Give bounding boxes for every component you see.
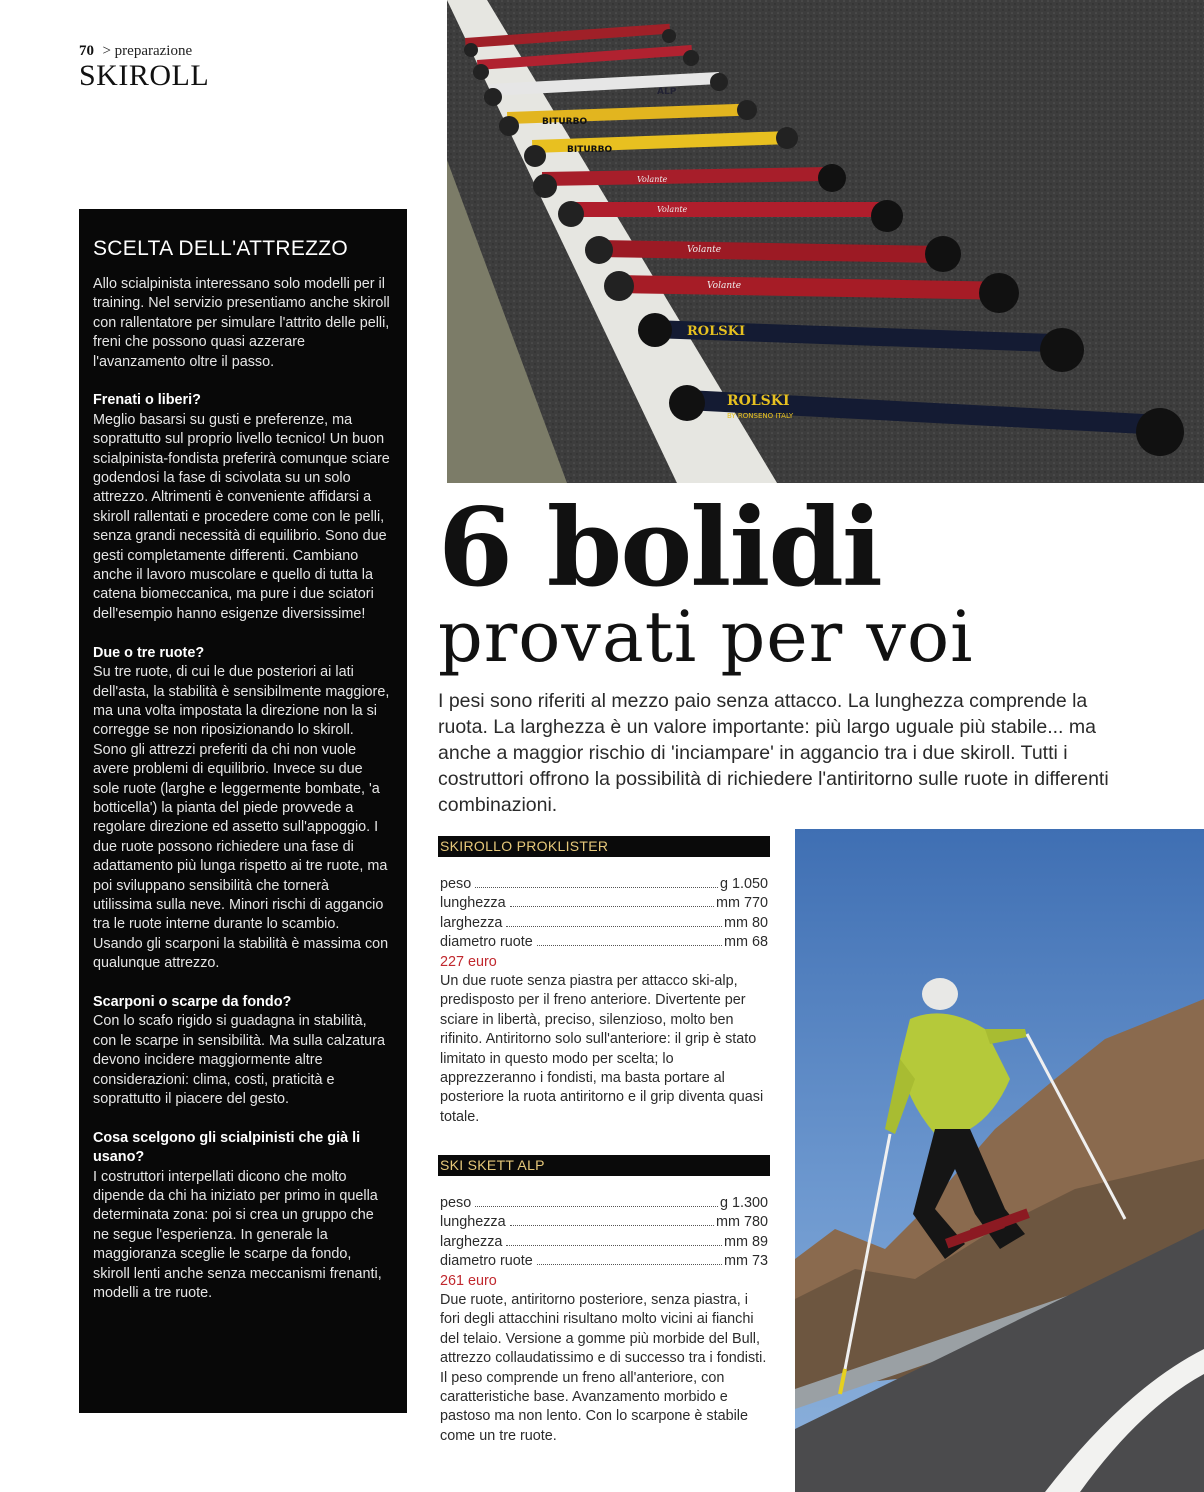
sidebar-question: Due o tre ruote? [93,644,205,661]
product-name: SKI SKETT ALP [438,1155,770,1176]
sidebar-answer: I costruttori interpellati dicono che molto dipende da chi ha iniziato per primo in quella determinata zona: poi si crea un gruppo che ne segue l'esperienza. In generale la maggioranza sceglie le scarpe da fondo, skiroll lenti anche senza meccanismi frenanti, modelli a tre ruote. [93,1168,382,1302]
sidebar-section [93,993,391,1109]
spec-value: mm 73 [724,1253,768,1270]
headline-sub: provati per voi [438,596,974,678]
section-label: > preparazione [102,43,193,59]
product-card [440,1155,770,1446]
sidebar-answer: Meglio basarsi su gusti e preferenze, ma soprattutto sul proprio livello tecnico! Un buon scialpinista-fondista preferirà comunque sciare godendosi la fase di scivolata su un solo attrezzo. Altrimenti è conveniente affidarsi a skiroll rallentati e procedere come con le pelli, senza grandi necessità di equilibrio. Sono due gesti completamente differenti. Cambiano anche il lavoro muscolare e quello di tutta la catena biomeccanica, ma pure i due sciatori dell'esempio hanno esigenze diversissime! [93,411,390,622]
sidebar-question: Scarponi o scarpe da fondo? [93,993,292,1010]
product-description: Un due ruote senza piastra per attacco ski-alp, predisposto per il freno anteriore. Divertente per sciare in libertà, preciso, silenzioso, molto ben rifinito. Antiritorno solo sull'anteriore: il grip è stato limitato in questo modo per scelta; lo apprezzeranno i fondisti, ma basta portare al posteriore la ruota antiritorno e il grip diventa quasi totale. [440,973,764,1125]
sidebar-section [93,391,391,624]
sidebar-title: SCELTA DELL'ATTREZZO [93,237,349,260]
spec-value: mm 780 [716,1214,768,1231]
spec-value: mm 770 [716,895,768,912]
rollerskis-photo [447,0,1204,483]
sidebar-question: Cosa scelgono gli scialpinisti che già li usano? [93,1129,361,1166]
spec-value: mm 68 [724,934,768,951]
sidebar-answer: Su tre ruote, di cui le due posteriori ai lati dell'asta, la stabilità è sensibilmente maggiore, ma una volta impostata la direzione non la si corregge se non riposizionando lo skiroll. Sono gli attrezzi preferiti da chi non vuole avere problemi di equilibrio. Invece su due sole ruote (larghe e leggermente bombate, 'a botticella') la pianta del piede provvede a regolare direzione ed assetto sull'appoggio. I due ruote possono richiedere una fase di adattamento più lunga rispetto ai tre ruote, ma poi sviluppano sensibilità che tornerà utilissima sulla neve. Minori rischi di aggancio tra le ruote interne durante lo scambio. Usando gli scarponi la stabilità è massima con qualunque attrezzo. [93,664,390,972]
spec-row [440,914,768,933]
spec-row [440,1252,768,1271]
volante-logo: Volante [657,205,688,214]
rolski-logo: ROLSKI [687,324,746,339]
sidebar-section [93,644,391,974]
rollerskier-photo [795,829,1204,1492]
biturbo-logo: BITURBO [542,117,588,127]
spec-value: mm 89 [724,1233,768,1250]
sidebar-intro: Allo scialpinista interessano solo modelli per il training. Nel servizio presentiamo anche skiroll con rallentatore per simulare l'attrito delle pelli, freni che possono quasi azzerare l'avanzamento oltre il passo. [93,276,390,370]
intro-paragraph: I pesi sono riferiti al mezzo paio senza attacco. La lunghezza comprende la ruota. La larghezza è un valore importante: più largo uguale più stabile... ma anche a maggior rischio di 'inciampare' in aggancio tra i due skiroll. Tutti i costruttori offrono la possibilità di richiedere l'antiritorno sulle ruote in differenti combinazioni. [438,690,1109,816]
product-name: SKIROLLO PROKLISTER [438,836,770,857]
rolski-logo: ROLSKI [727,393,790,409]
spec-label: diametro ruote [440,934,533,951]
spec-label: larghezza [440,1233,503,1250]
spec-label: diametro ruote [440,1253,533,1270]
article-headline [438,485,974,678]
rollerskis-illustration [447,0,1204,483]
spec-label: larghezza [440,914,503,931]
product-price: 261 euro [440,1272,497,1289]
spec-row [440,894,768,913]
volante-logo: Volante [687,245,722,255]
spec-label: peso [440,876,472,892]
spec-label: lunghezza [440,1214,506,1231]
magazine-section-title: SKIROLL [79,59,210,92]
sidebar-question: Frenati o liberi? [93,392,201,409]
equipment-choice-sidebar [79,209,407,1413]
alp-logo: ALP [657,87,677,97]
page-number: 70 [79,43,94,59]
sidebar-section [93,1129,391,1304]
spec-value: g 1.300 [719,1195,768,1211]
spec-value: g 1.050 [719,876,768,892]
rollerskier-illustration [795,829,1204,1492]
product-description: Due ruote, antiritorno posteriore, senza piastra, i fori degli attacchini risultano molto vicini ai fianchi del telaio. Versione a gomme più morbide del Bull, attrezzo collaudatissimo e di successo tra i fondisti. Il peso comprende un freno all'anteriore, con caratteristiche base. Avanzamento morbido e pastoso ma non lento. Con lo scarpone è stabile come un tre ruote. [440,1292,767,1444]
page-header [79,42,209,92]
spec-row [440,1233,768,1252]
spec-row [440,875,768,894]
rolski-sub-logo: BY RONSENO ITALY [727,412,794,420]
product-price: 227 euro [440,953,497,970]
spec-label: peso [440,1195,472,1211]
spec-row [440,933,768,952]
spec-label: lunghezza [440,895,506,912]
headline-main: 6 bolidi [438,485,881,611]
volante-logo: Volante [707,281,742,291]
sidebar-answer: Con lo scafo rigido si guadagna in stabilità, con le scarpe in sensibilità. Ma sulla calzatura devono incidere maggiormente altre considerazioni: clima, costi, praticità e soprattutto il piacere del gesto. [93,1013,385,1108]
spec-row [440,1213,768,1232]
product-card [440,836,770,1127]
spec-value: mm 80 [724,914,768,931]
spec-row [440,1194,768,1213]
volante-logo: Volante [637,175,668,184]
biturbo-logo: BITURBO [567,145,613,155]
